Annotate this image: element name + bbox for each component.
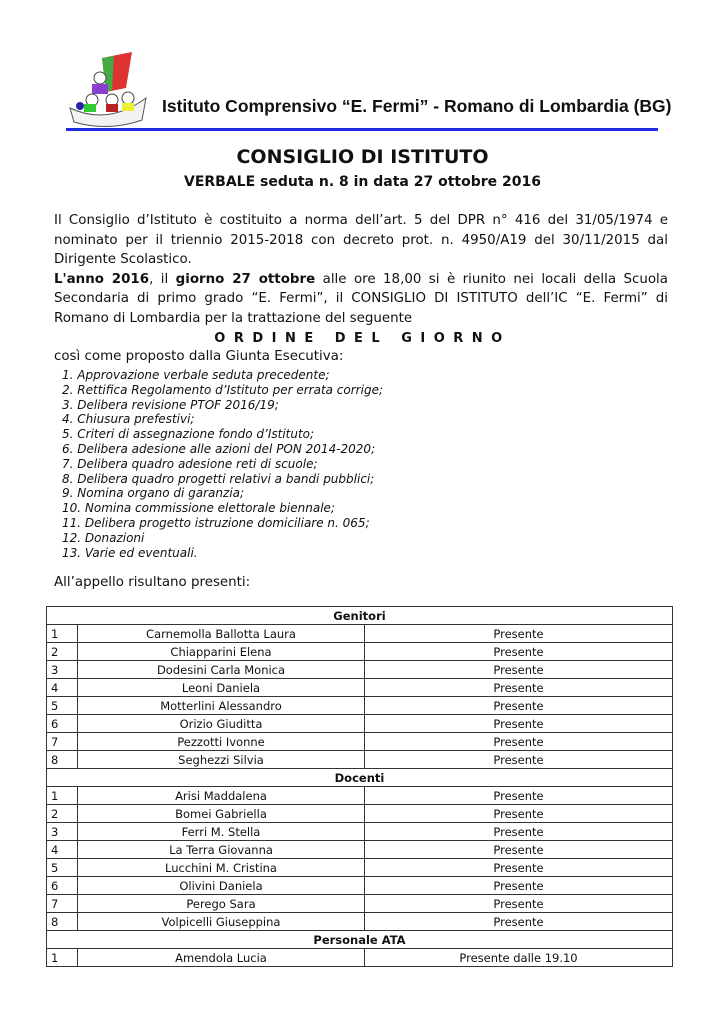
member-number: 3 <box>47 661 78 679</box>
member-number: 1 <box>47 787 78 805</box>
table-row <box>47 895 673 913</box>
member-name: Bomei Gabriella <box>78 805 365 823</box>
section-header: Genitori <box>47 607 673 625</box>
member-number: 4 <box>47 679 78 697</box>
table-row <box>47 859 673 877</box>
agenda-item: 8. Delibera quadro progetti relativi a bandi pubblici; <box>62 471 375 486</box>
member-number: 5 <box>47 697 78 715</box>
table-row <box>47 661 673 679</box>
member-name: Volpicelli Giuseppina <box>78 913 365 931</box>
school-logo <box>62 48 154 130</box>
member-number: 7 <box>47 895 78 913</box>
agenda-list <box>62 368 725 560</box>
section-header: Personale ATA <box>47 931 673 949</box>
member-number: 1 <box>47 625 78 643</box>
agenda-item: 13. Varie ed eventuali. <box>62 545 198 560</box>
member-number: 6 <box>47 877 78 895</box>
table-row <box>47 751 673 769</box>
attendance-status: Presente <box>365 787 673 805</box>
text: , il <box>149 271 176 287</box>
table-row <box>47 805 673 823</box>
date-text: giorno 27 ottobre <box>175 271 316 287</box>
table-row <box>47 877 673 895</box>
intro-paragraph-2 <box>54 270 668 329</box>
document-body <box>0 211 725 987</box>
table-row <box>47 697 673 715</box>
table-row <box>47 949 673 967</box>
agenda-item: 2. Rettifica Regolamento d’Istituto per errata corrige; <box>62 382 383 397</box>
member-number: 8 <box>47 751 78 769</box>
intro-paragraph-1: Il Consiglio d’Istituto è costituito a norma dell’art. 5 del DPR n° 416 del 31/05/1974 e nominato per il triennio 2015-2018 con decreto prot. n. 4950/A19 del 30/11/2015 dal Dirigente Scolastico. <box>54 213 668 267</box>
table-row <box>47 787 673 805</box>
member-name: Leoni Daniela <box>78 679 365 697</box>
attendance-status: Presente <box>365 625 673 643</box>
header-divider <box>66 128 658 131</box>
section-row <box>47 607 673 625</box>
member-name: Arisi Maddalena <box>78 787 365 805</box>
attendance-status: Presente <box>365 895 673 913</box>
document-subtitle: VERBALE seduta n. 8 in data 27 ottobre 2016 <box>183 174 541 190</box>
attendance-status: Presente <box>365 859 673 877</box>
member-name: Chiapparini Elena <box>78 643 365 661</box>
text: alle ore 18,00 si è riunito nei locali della Scuola Secondaria di primo grado “E. Fermi”, il CONSIGLIO DI ISTITUTO dell’IC “E. Fermi” di Romano di Lombardia per la trattazione del seguente <box>54 271 668 326</box>
attendance-status: Presente <box>365 823 673 841</box>
member-number: 7 <box>47 733 78 751</box>
attendance-status: Presente <box>365 679 673 697</box>
agenda-item: 4. Chiusura prefestivi; <box>62 412 195 427</box>
attendance-status: Presente <box>365 877 673 895</box>
document-title: CONSIGLIO DI ISTITUTO <box>236 146 489 168</box>
agenda-item: 3. Delibera revisione PTOF 2016/19; <box>62 397 279 412</box>
attendance-status: Presente <box>365 805 673 823</box>
table-row <box>47 625 673 643</box>
member-name: Dodesini Carla Monica <box>78 661 365 679</box>
section-row <box>47 769 673 787</box>
member-name: Lucchini M. Cristina <box>78 859 365 877</box>
agenda-item: 11. Delibera progetto istruzione domiciliare n. 065; <box>62 515 370 530</box>
member-name: Motterlini Alessandro <box>78 697 365 715</box>
member-name: Orizio Giuditta <box>78 715 365 733</box>
agenda-item: 7. Delibera quadro adesione reti di scuole; <box>62 456 318 471</box>
attendance-intro: All’appello risultano presenti: <box>54 575 251 591</box>
member-name: Olivini Daniela <box>78 877 365 895</box>
attendance-status: Presente <box>365 751 673 769</box>
member-name: Pezzotti Ivonne <box>78 733 365 751</box>
section-header: Docenti <box>47 769 673 787</box>
member-number: 2 <box>47 805 78 823</box>
member-number: 3 <box>47 823 78 841</box>
member-name: Carnemolla Ballotta Laura <box>78 625 365 643</box>
table-row <box>47 715 673 733</box>
agenda-intro: così come proposto dalla Giunta Esecutiva: <box>54 349 344 364</box>
table-row <box>47 841 673 859</box>
agenda-item: 10. Nomina commissione elettorale biennale; <box>62 501 335 516</box>
agenda-item: 6. Delibera adesione alle azioni del PON 2014-2020; <box>62 441 376 456</box>
member-number: 5 <box>47 859 78 877</box>
member-name: Seghezzi Silvia <box>78 751 365 769</box>
attendance-status: Presente <box>365 661 673 679</box>
attendance-status: Presente dalle 19.10 <box>365 949 673 967</box>
table-row <box>47 733 673 751</box>
agenda-item: 12. Donazioni <box>62 530 145 545</box>
member-name: La Terra Giovanna <box>78 841 365 859</box>
member-number: 1 <box>47 949 78 967</box>
member-name: Ferri M. Stella <box>78 823 365 841</box>
table-row <box>47 913 673 931</box>
attendance-status: Presente <box>365 841 673 859</box>
member-name: Perego Sara <box>78 895 365 913</box>
member-number: 2 <box>47 643 78 661</box>
attendance-status: Presente <box>365 643 673 661</box>
agenda-item: 1. Approvazione verbale seduta precedente; <box>62 368 330 382</box>
attendance-status: Presente <box>365 733 673 751</box>
attendance-status: Presente <box>365 913 673 931</box>
intro-text <box>54 211 668 328</box>
year-text: L'anno 2016 <box>54 271 150 287</box>
school-name: Istituto Comprensivo “E. Fermi” - Romano di Lombardia (BG) <box>162 96 672 116</box>
attendance-status: Presente <box>365 697 673 715</box>
member-number: 8 <box>47 913 78 931</box>
member-name: Amendola Lucia <box>78 949 365 967</box>
attendance-status: Presente <box>365 715 673 733</box>
attendance-table <box>46 606 673 967</box>
table-row <box>47 643 673 661</box>
member-number: 4 <box>47 841 78 859</box>
member-number: 6 <box>47 715 78 733</box>
agenda-heading: ORDINE DEL GIORNO <box>214 331 511 346</box>
section-row <box>47 931 673 949</box>
agenda-item: 9. Nomina organo di garanzia; <box>62 486 245 501</box>
agenda-item: 5. Criteri di assegnazione fondo d’Istituto; <box>62 427 315 442</box>
table-row <box>47 679 673 697</box>
table-row <box>47 823 673 841</box>
